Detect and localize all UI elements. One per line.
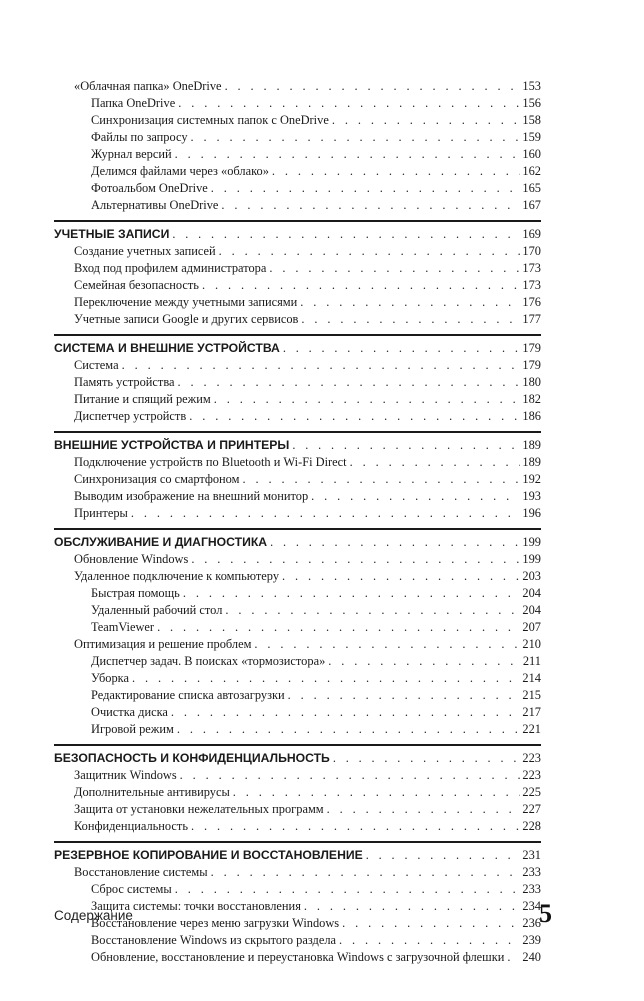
dot-leader [311,488,520,505]
toc-entry-page: 158 [522,113,541,127]
toc-entry-title: РЕЗЕРВНОЕ КОПИРОВАНИЕ И ВОССТАНОВЛЕНИЕ [54,848,363,862]
dot-leader [301,311,520,328]
toc-entry-title: Журнал версий [91,147,172,161]
dot-leader [270,534,520,551]
section-divider [54,528,541,530]
dot-leader [191,818,520,835]
toc-entry [54,95,541,112]
toc-entry-page: 199 [522,552,541,566]
toc-entry-title: «Облачная папка» OneDrive [74,79,222,93]
toc-entry-page: 159 [522,130,541,144]
toc-entry-title: Восстановление системы [74,865,208,879]
dot-leader [131,505,521,522]
toc-entry-page: 217 [522,705,541,719]
toc-entry-title: Принтеры [74,506,128,520]
toc-entry-title: Сброс системы [91,882,172,896]
toc-section-entry [54,437,541,454]
dot-leader [219,243,521,260]
dot-leader [332,112,521,129]
toc-entry [54,488,541,505]
dot-leader [211,180,521,197]
dot-leader [350,454,521,471]
toc-entry-title: Оптимизация и решение проблем [74,637,252,651]
toc-entry [54,454,541,471]
toc-entry-title: Конфиденциальность [74,819,188,833]
toc-entry-title: Удаленное подключение к компьютеру [74,569,280,583]
toc-entry-page: 204 [522,586,541,600]
toc-entry-page: 153 [522,79,541,93]
toc-entry-page: 239 [522,933,541,947]
dot-leader [304,898,521,915]
toc-entry-page: 179 [522,341,541,355]
dot-leader [202,277,520,294]
toc-entry-title: Синхронизация системных папок с OneDrive [91,113,329,127]
dot-leader [180,767,521,784]
toc-entry-title: Очистка диска [91,705,168,719]
toc-entry-page: 189 [522,455,541,469]
toc-entry-title: БЕЗОПАСНОСТЬ И КОНФИДЕНЦИАЛЬНОСТЬ [54,751,330,765]
dot-leader [191,551,520,568]
dot-leader [225,602,520,619]
toc-entry-title: Дополнительные антивирусы [74,785,230,799]
toc-entry [54,163,541,180]
dot-leader [269,260,520,277]
toc-entry [54,391,541,408]
dot-leader [328,653,521,670]
toc-entry [54,767,541,784]
toc-entry-page: 215 [522,688,541,702]
dot-leader [183,585,521,602]
toc-entry [54,78,541,95]
dot-leader [157,619,520,636]
toc-entry-title: Делимся файлами через «облако» [91,164,269,178]
toc-entry [54,129,541,146]
dot-leader [272,163,521,180]
toc-section-entry [54,226,541,243]
toc-entry-page: 193 [522,489,541,503]
toc-entry-title: Восстановление Windows из скрытого раздела [91,933,337,947]
dot-leader [175,881,521,898]
toc-entry [54,636,541,653]
dot-leader [366,847,521,864]
toc-entry [54,180,541,197]
toc-entry-title: Диспетчер устройств [74,409,187,423]
toc-entry [54,197,541,214]
toc-entry [54,721,541,738]
toc-entry-page: 227 [522,802,541,816]
toc-entry-title: Диспетчер задач. В поисках «тормозистора» [91,654,326,668]
toc-entry [54,687,541,704]
dot-leader [191,129,521,146]
dot-leader [132,670,520,687]
toc-entry-title: TeamViewer [91,620,155,634]
toc-entry-title: Восстановление через меню загрузки Windows [91,916,340,930]
toc-entry-title: Семейная безопасность [74,278,199,292]
dot-leader [288,687,521,704]
toc-entry [54,277,541,294]
dot-leader [233,784,521,801]
running-footer-label: Содержание [54,908,133,923]
toc-entry-page: 156 [522,96,541,110]
toc-entry-page: 221 [522,722,541,736]
toc-entry-title: УЧЕТНЫЕ ЗАПИСИ [54,227,170,241]
dot-leader [342,915,520,932]
dot-leader [175,146,521,163]
toc-entry-title: Создание учетных записей [74,244,216,258]
dot-leader [292,437,520,454]
section-divider [54,220,541,222]
toc-entry [54,294,541,311]
toc-entry [54,146,541,163]
toc-entry-title: Система [74,358,119,372]
toc-entry-title: Обновление Windows [74,552,189,566]
toc-entry-page: 196 [522,506,541,520]
toc-entry-page: 211 [522,654,541,668]
toc-entry-page: 203 [522,569,541,583]
dot-leader [178,95,520,112]
toc-entry-page: 214 [522,671,541,685]
toc-entry [54,602,541,619]
toc-entry [54,551,541,568]
dot-leader [282,568,520,585]
toc-entry-page: 210 [522,637,541,651]
toc-entry [54,932,541,949]
toc-entry [54,311,541,328]
toc-entry [54,243,541,260]
toc-section-entry [54,340,541,357]
toc-entry-page: 173 [522,278,541,292]
dot-leader [242,471,520,488]
toc-entry [54,619,541,636]
toc-entry-title: Быстрая помощь [91,586,180,600]
toc-entry-title: Папка OneDrive [91,96,176,110]
toc-entry-title: Игровой режим [91,722,174,736]
toc-entry-page: 207 [522,620,541,634]
toc-entry [54,471,541,488]
toc-entry-page: 180 [522,375,541,389]
toc-entry [54,585,541,602]
toc-entry-title: Фотоальбом OneDrive [91,181,208,195]
toc-entry-page: 234 [522,899,541,913]
toc-entry [54,357,541,374]
toc-entry-title: Редактирование списка автозагрузки [91,688,285,702]
toc-entry-page: 186 [522,409,541,423]
dot-leader [171,704,520,721]
dot-leader [172,226,520,243]
toc-entry-title: Альтернативы OneDrive [91,198,219,212]
section-divider [54,334,541,336]
toc-entry-title: Синхронизация со смартфоном [74,472,240,486]
toc-entry-page: 223 [522,768,541,782]
toc-section-entry [54,750,541,767]
toc-entry [54,704,541,721]
toc-entry [54,818,541,835]
dot-leader [189,408,520,425]
dot-leader [211,864,521,881]
table-of-contents [54,78,541,966]
toc-entry-page: 160 [522,147,541,161]
dot-leader [254,636,520,653]
toc-entry [54,374,541,391]
toc-entry-page: 176 [522,295,541,309]
toc-entry-title: ВНЕШНИЕ УСТРОЙСТВА И ПРИНТЕРЫ [54,438,290,452]
toc-entry [54,784,541,801]
toc-entry-page: 233 [522,882,541,896]
toc-entry-page: 240 [522,950,541,964]
toc-entry-page: 179 [522,358,541,372]
dot-leader [225,78,521,95]
dot-leader [122,357,521,374]
toc-entry-page: 167 [522,198,541,212]
toc-entry-title: ОБСЛУЖИВАНИЕ И ДИАГНОСТИКА [54,535,268,549]
toc-entry [54,949,541,966]
toc-entry-page: 182 [522,392,541,406]
toc-section-entry [54,847,541,864]
toc-entry [54,112,541,129]
toc-entry [54,408,541,425]
dot-leader [283,340,521,357]
section-divider [54,744,541,746]
toc-entry-title: Питание и спящий режим [74,392,211,406]
dot-leader [300,294,520,311]
toc-entry-page: 162 [522,164,541,178]
toc-entry-page: 236 [522,916,541,930]
toc-entry [54,568,541,585]
toc-entry-page: 204 [522,603,541,617]
toc-entry [54,505,541,522]
toc-entry-title: Файлы по запросу [91,130,188,144]
toc-section-entry [54,534,541,551]
dot-leader [178,374,521,391]
dot-leader [333,750,521,767]
toc-entry [54,653,541,670]
dot-leader [339,932,520,949]
toc-entry-page: 165 [522,181,541,195]
toc-entry-title: Память устройства [74,375,175,389]
toc-entry-page: 223 [522,751,541,765]
toc-entry-title: Защитник Windows [74,768,177,782]
toc-entry-title: Обновление, восстановление и переустановка Windows с загрузочной флешки [91,950,505,964]
toc-entry-title: Учетные записи Google и других сервисов [74,312,299,326]
toc-entry-title: Вход под профилем администратора [74,261,267,275]
toc-entry-title: Переключение между учетными записями [74,295,298,309]
page-number: 5 [539,899,552,928]
toc-entry [54,260,541,277]
toc-entry-page: 231 [522,848,541,862]
toc-entry-page: 192 [522,472,541,486]
toc-entry-title: Защита системы: точки восстановления [91,899,301,913]
toc-entry-title: Удаленный рабочий стол [91,603,223,617]
toc-entry-page: 189 [522,438,541,452]
toc-entry [54,864,541,881]
toc-entry [54,881,541,898]
toc-entry-page: 173 [522,261,541,275]
toc-entry-title: Уборка [91,671,130,685]
toc-entry [54,670,541,687]
section-divider [54,841,541,843]
toc-entry [54,801,541,818]
toc-entry-page: 170 [522,244,541,258]
toc-entry-page: 225 [522,785,541,799]
toc-entry-title: Подключение устройств по Bluetooth и Wi-Fi Direct [74,455,347,469]
toc-entry-page: 233 [522,865,541,879]
toc-entry-page: 177 [522,312,541,326]
dot-leader [327,801,521,818]
section-divider [54,431,541,433]
toc-entry-title: Выводим изображение на внешний монитор [74,489,309,503]
toc-entry-page: 199 [522,535,541,549]
dot-leader [214,391,521,408]
toc-entry-title: СИСТЕМА И ВНЕШНИЕ УСТРОЙСТВА [54,341,280,355]
toc-entry-page: 228 [522,819,541,833]
dot-leader [507,949,520,966]
dot-leader [221,197,520,214]
toc-entry-page: 169 [522,227,541,241]
toc-entry-title: Защита от установки нежелательных программ [74,802,324,816]
dot-leader [177,721,521,738]
